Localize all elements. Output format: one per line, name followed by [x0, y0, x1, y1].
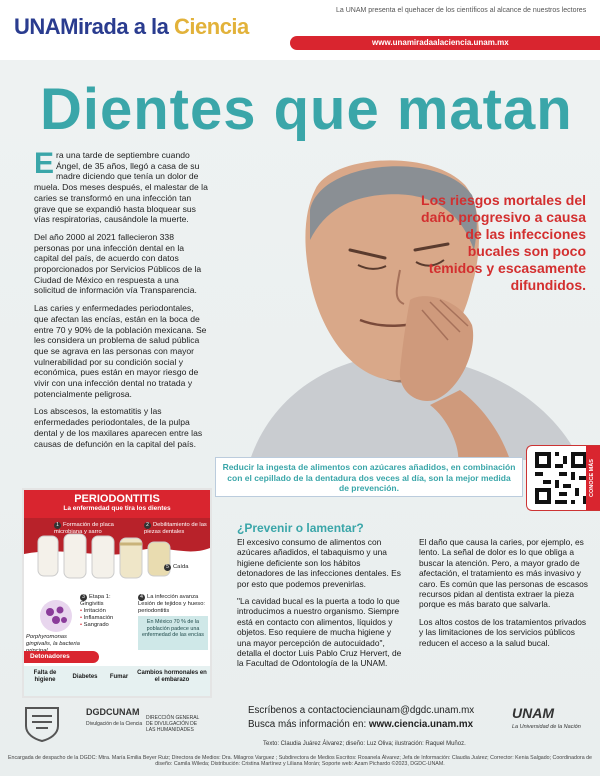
intro-paragraph-4: Los abscesos, la estomatitis y las enfermedades periodontales, de la pulpa dental y de los maxilares aparecen entre las causas de defunción en la capital del país.: [34, 406, 203, 449]
unam-logo-text: UNAM: [512, 705, 554, 721]
more-info-label: Busca más información en:: [248, 719, 369, 730]
unam-crest-logo[interactable]: [22, 704, 62, 742]
detonador-2: Diabetes: [72, 674, 98, 680]
step-4-label: [138, 594, 208, 615]
step-3-title: Etapa 1: Gingivitis: [80, 594, 111, 607]
logo-mid: irada a la: [78, 14, 175, 39]
step-4-text: La infección avanza Lesión de tejidos y hueso: periodontitis: [138, 594, 206, 614]
intro-paragraph-1: [34, 147, 209, 225]
intro-column: [34, 147, 209, 456]
step-3-label: [80, 594, 134, 629]
bacteria-icon: [36, 598, 76, 634]
step-1-label: [54, 522, 114, 536]
step-1-dot: 1: [54, 522, 61, 529]
dgdc-logo-sub: Divulgación de la Ciencia: [86, 721, 143, 727]
step-2-dot: 2: [144, 522, 151, 529]
detonador-3: Fumar: [109, 674, 129, 680]
periodontitis-subtitle: La enfermedad que tira los dientes: [63, 505, 171, 512]
prevention-caption: Reducir la ingesta de alimentos con azúcares añadidos, en combinación con el cepillado de la dentadura dos veces al día, son la mejor medida de prevención.: [215, 457, 523, 497]
detonador-1: Falta de higiene: [33, 670, 57, 683]
more-info-line: [248, 718, 474, 732]
step-4-dot: 4: [138, 594, 145, 601]
prevenir-paragraph-2: "La cavidad bucal es la puerta a todo lo que introducimos a nuestro organismo. Siempre está en contacto con alimentos, líquidos y objetos. Eso requiere de mucha higiene y una mayor percepción de autocuidado", detalla el doctor Luis Pablo Cruz Hervert, de la Facultad de Odontología de la UNAM.: [237, 596, 402, 669]
subtitle-highlight: Los riesgos mortales del daño progresivo a causa de las infecciones bucales son poco temidos y escasamente difundidos.: [421, 192, 586, 293]
qr-label: CONOCE MÁS: [589, 459, 595, 497]
unam-logo-sub: La Universidad de la Nación: [512, 724, 581, 730]
step-5-label: [164, 564, 204, 571]
step-3-item-3: Sangrado: [83, 622, 109, 628]
prevenir-paragraph-4: Los altos costos de los tratamientos privados y las limitaciones de los servicios públicos reducen el acceso a la salud bucal.: [419, 616, 587, 648]
step-2-label: [144, 522, 210, 536]
logo-ciencia: Ciencia: [174, 14, 249, 39]
detonadores-row: [24, 666, 210, 696]
periodontitis-header: [24, 490, 210, 518]
dropcap: E: [34, 147, 55, 180]
prevenir-heading: ¿Prevenir o lamentar?: [237, 521, 364, 535]
contact-email[interactable]: Escríbenos a contactocienciaunam@dgdc.unam.mx: [248, 705, 475, 716]
prevenir-column-1: [237, 537, 407, 676]
ciencia-unam-link[interactable]: www.ciencia.unam.mx: [368, 719, 474, 730]
qr-code-icon[interactable]: [535, 452, 587, 504]
dgdc-logo[interactable]: [86, 707, 142, 727]
logo-unam: UNAM: [14, 14, 78, 39]
editorial-credits: Encargada de despacho de la DGDC: Mtra. María Emilia Beyer Ruiz; Directora de Medios: Dra. Milagros Varguez ; Subdirectora de Medios Escritos: Rosanela Álvarez; Jefa de Información: Claudia Juárez; Corrector: Kenia Salgado; Coordinadora de diseño: Camila Wileda; Distribución: Cristina Martínez y Liliana Morán; Soporte web: Azam Pichardo ©2023, DGDC-UNAM.: [7, 755, 592, 767]
page-title: Dientes que matan: [40, 77, 573, 142]
header: [0, 0, 600, 54]
intro-paragraph-1-text: ra una tarde de septiembre cuando Ángel, de 35 años, llegó a casa de su madre diciendo que tenía un dolor de muela. Dos meses después, el malestar de la caries se transformó en una infección tan grave que se expandió hasta bloquear sus vías respiratorias, causándole la muerte.: [34, 150, 208, 225]
step-5-dot: 5: [164, 564, 171, 571]
detonadores-heading: Detonadores: [24, 651, 99, 663]
bullet-1: •: [80, 608, 84, 614]
step-3-dot: 3: [80, 594, 87, 601]
site-url-link[interactable]: www.unamiradaalaciencia.unam.mx: [372, 38, 509, 47]
credits: Texto: Claudia Juárez Álvarez; diseño: Luz Oliva; ilustración: Raquel Muñoz.: [263, 741, 466, 747]
tagline: La UNAM presenta el quehacer de los científicos al alcance de nuestros lectores: [336, 7, 587, 14]
periodontitis-title: PERIODONTITIS: [74, 493, 160, 505]
prevenir-paragraph-1: El excesivo consumo de alimentos con azúcares añadidos, el tabaquismo y una higiene deficiente son los hábitos detonadores de las infecciones dentales. Es por esto que podemos prevenirlas.: [237, 537, 401, 589]
step-3-item-2: Inflamación: [83, 615, 114, 621]
step-3-item-1: Irritación: [83, 608, 106, 614]
dgdh-logo[interactable]: DIRECCIÓN GENERAL DE DIVULGACIÓN DE LAS HUMANIDADES: [146, 715, 200, 733]
mexico-stat: En México 70 % de la población padece una enfermedad de las encías: [138, 616, 208, 650]
intro-paragraph-3: Las caries y enfermedades periodontales, que afectan las encías, están en la boca de entre 70 y 90% de la población mexicana. Se les considera un problema de salud pública que se agrava en las personas con mayor vulnerabilidad por su condición social y económica, pues están en mayor riesgo de vivir con una infección dental no tratada y potencialmente peligrosa.: [34, 303, 207, 399]
bullet-3: •: [80, 622, 84, 628]
prevenir-column-2: [419, 537, 589, 655]
step-5-text: Caída: [173, 564, 189, 570]
footer-contact: [248, 704, 474, 732]
unamirada-logo[interactable]: [14, 14, 249, 40]
prevenir-paragraph-3: El daño que causa la caries, por ejemplo, es lento. La señal de dolor es lo que obliga a buscar la atención. Pero, a mayor grado de afectación, el tratamiento es más invasivo y caro. Es común que las personas de escasos recursos pidan al dentista extraer la pieza porque es más barato que salvarla.: [419, 537, 588, 610]
unam-nacion-logo[interactable]: [512, 705, 581, 730]
bacteria-caption: Porphyromonas gingivalis, la bacteria: [26, 634, 80, 647]
intro-paragraph-2: Del año 2000 al 2021 fallecieron 338 personas por una infección dental en la capital del país, de acuerdo con datos proporcionados por Servicios Públicos de la Ciudad de México en respuesta a una solicitud de información vía Transparencia.: [34, 231, 202, 296]
periodontitis-infographic: [22, 488, 212, 698]
dgdc-logo-text: DGDCUNAM: [86, 707, 140, 717]
detonador-4: Cambios hormonales en el embarazo: [137, 670, 207, 683]
step-2-text: Debilitamiento de las piezas dentales: [144, 522, 207, 535]
step-1-text: Formación de placa microbiana y sarro: [54, 522, 114, 535]
bullet-2: •: [80, 615, 84, 621]
